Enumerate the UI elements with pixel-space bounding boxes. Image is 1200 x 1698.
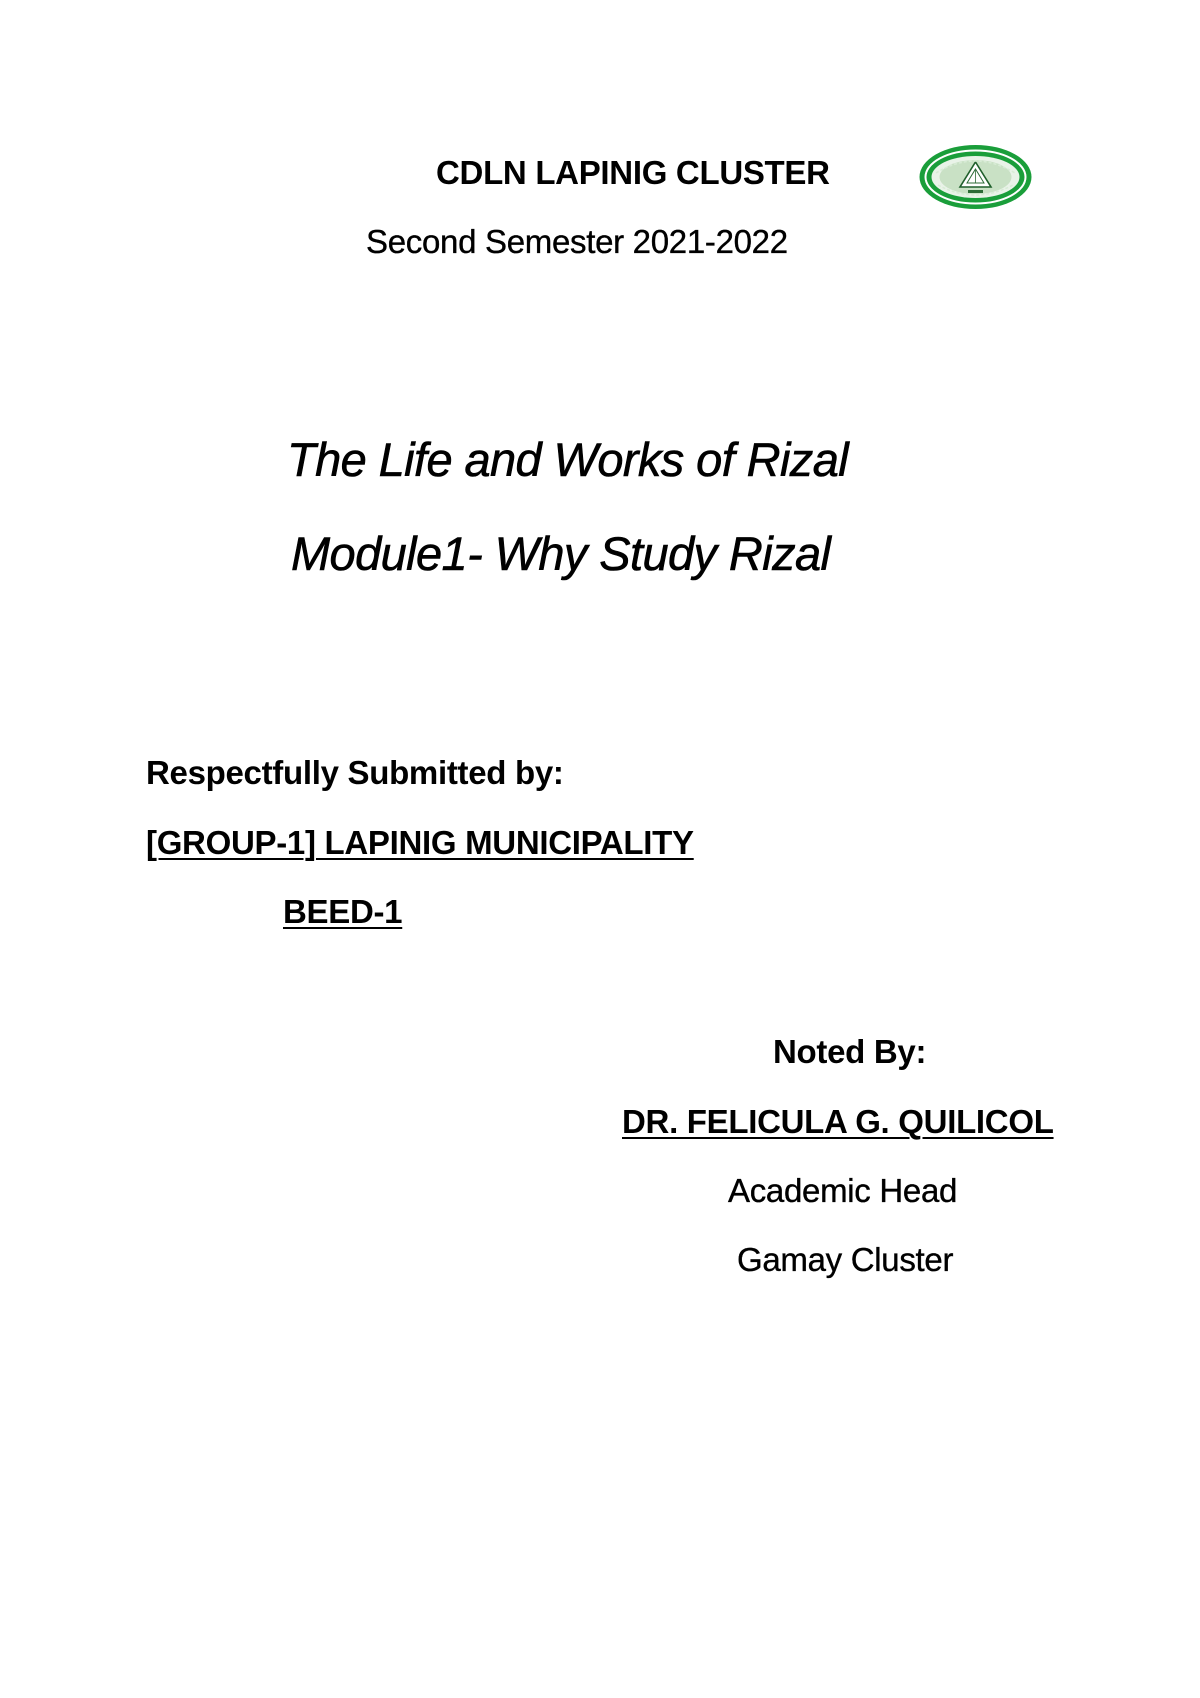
semester-label: Second Semester 2021-2022 xyxy=(366,223,788,260)
noter-cluster: Gamay Cluster xyxy=(737,1241,954,1278)
organization-heading: CDLN LAPINIG CLUSTER xyxy=(436,154,830,191)
noted-by-label: Noted By: xyxy=(773,1033,927,1070)
noter-position: Academic Head xyxy=(728,1172,958,1209)
school-seal-icon xyxy=(918,143,1033,211)
submitted-by-label: Respectfully Submitted by: xyxy=(146,754,564,791)
module-title: Module1- Why Study Rizal xyxy=(291,527,831,580)
section-name: BEED-1 xyxy=(283,893,403,930)
group-name: [GROUP-1] LAPINIG MUNICIPALITY xyxy=(146,824,694,861)
noter-name: DR. FELICULA G. QUILICOL xyxy=(622,1103,1054,1140)
course-title: The Life and Works of Rizal xyxy=(287,433,849,486)
